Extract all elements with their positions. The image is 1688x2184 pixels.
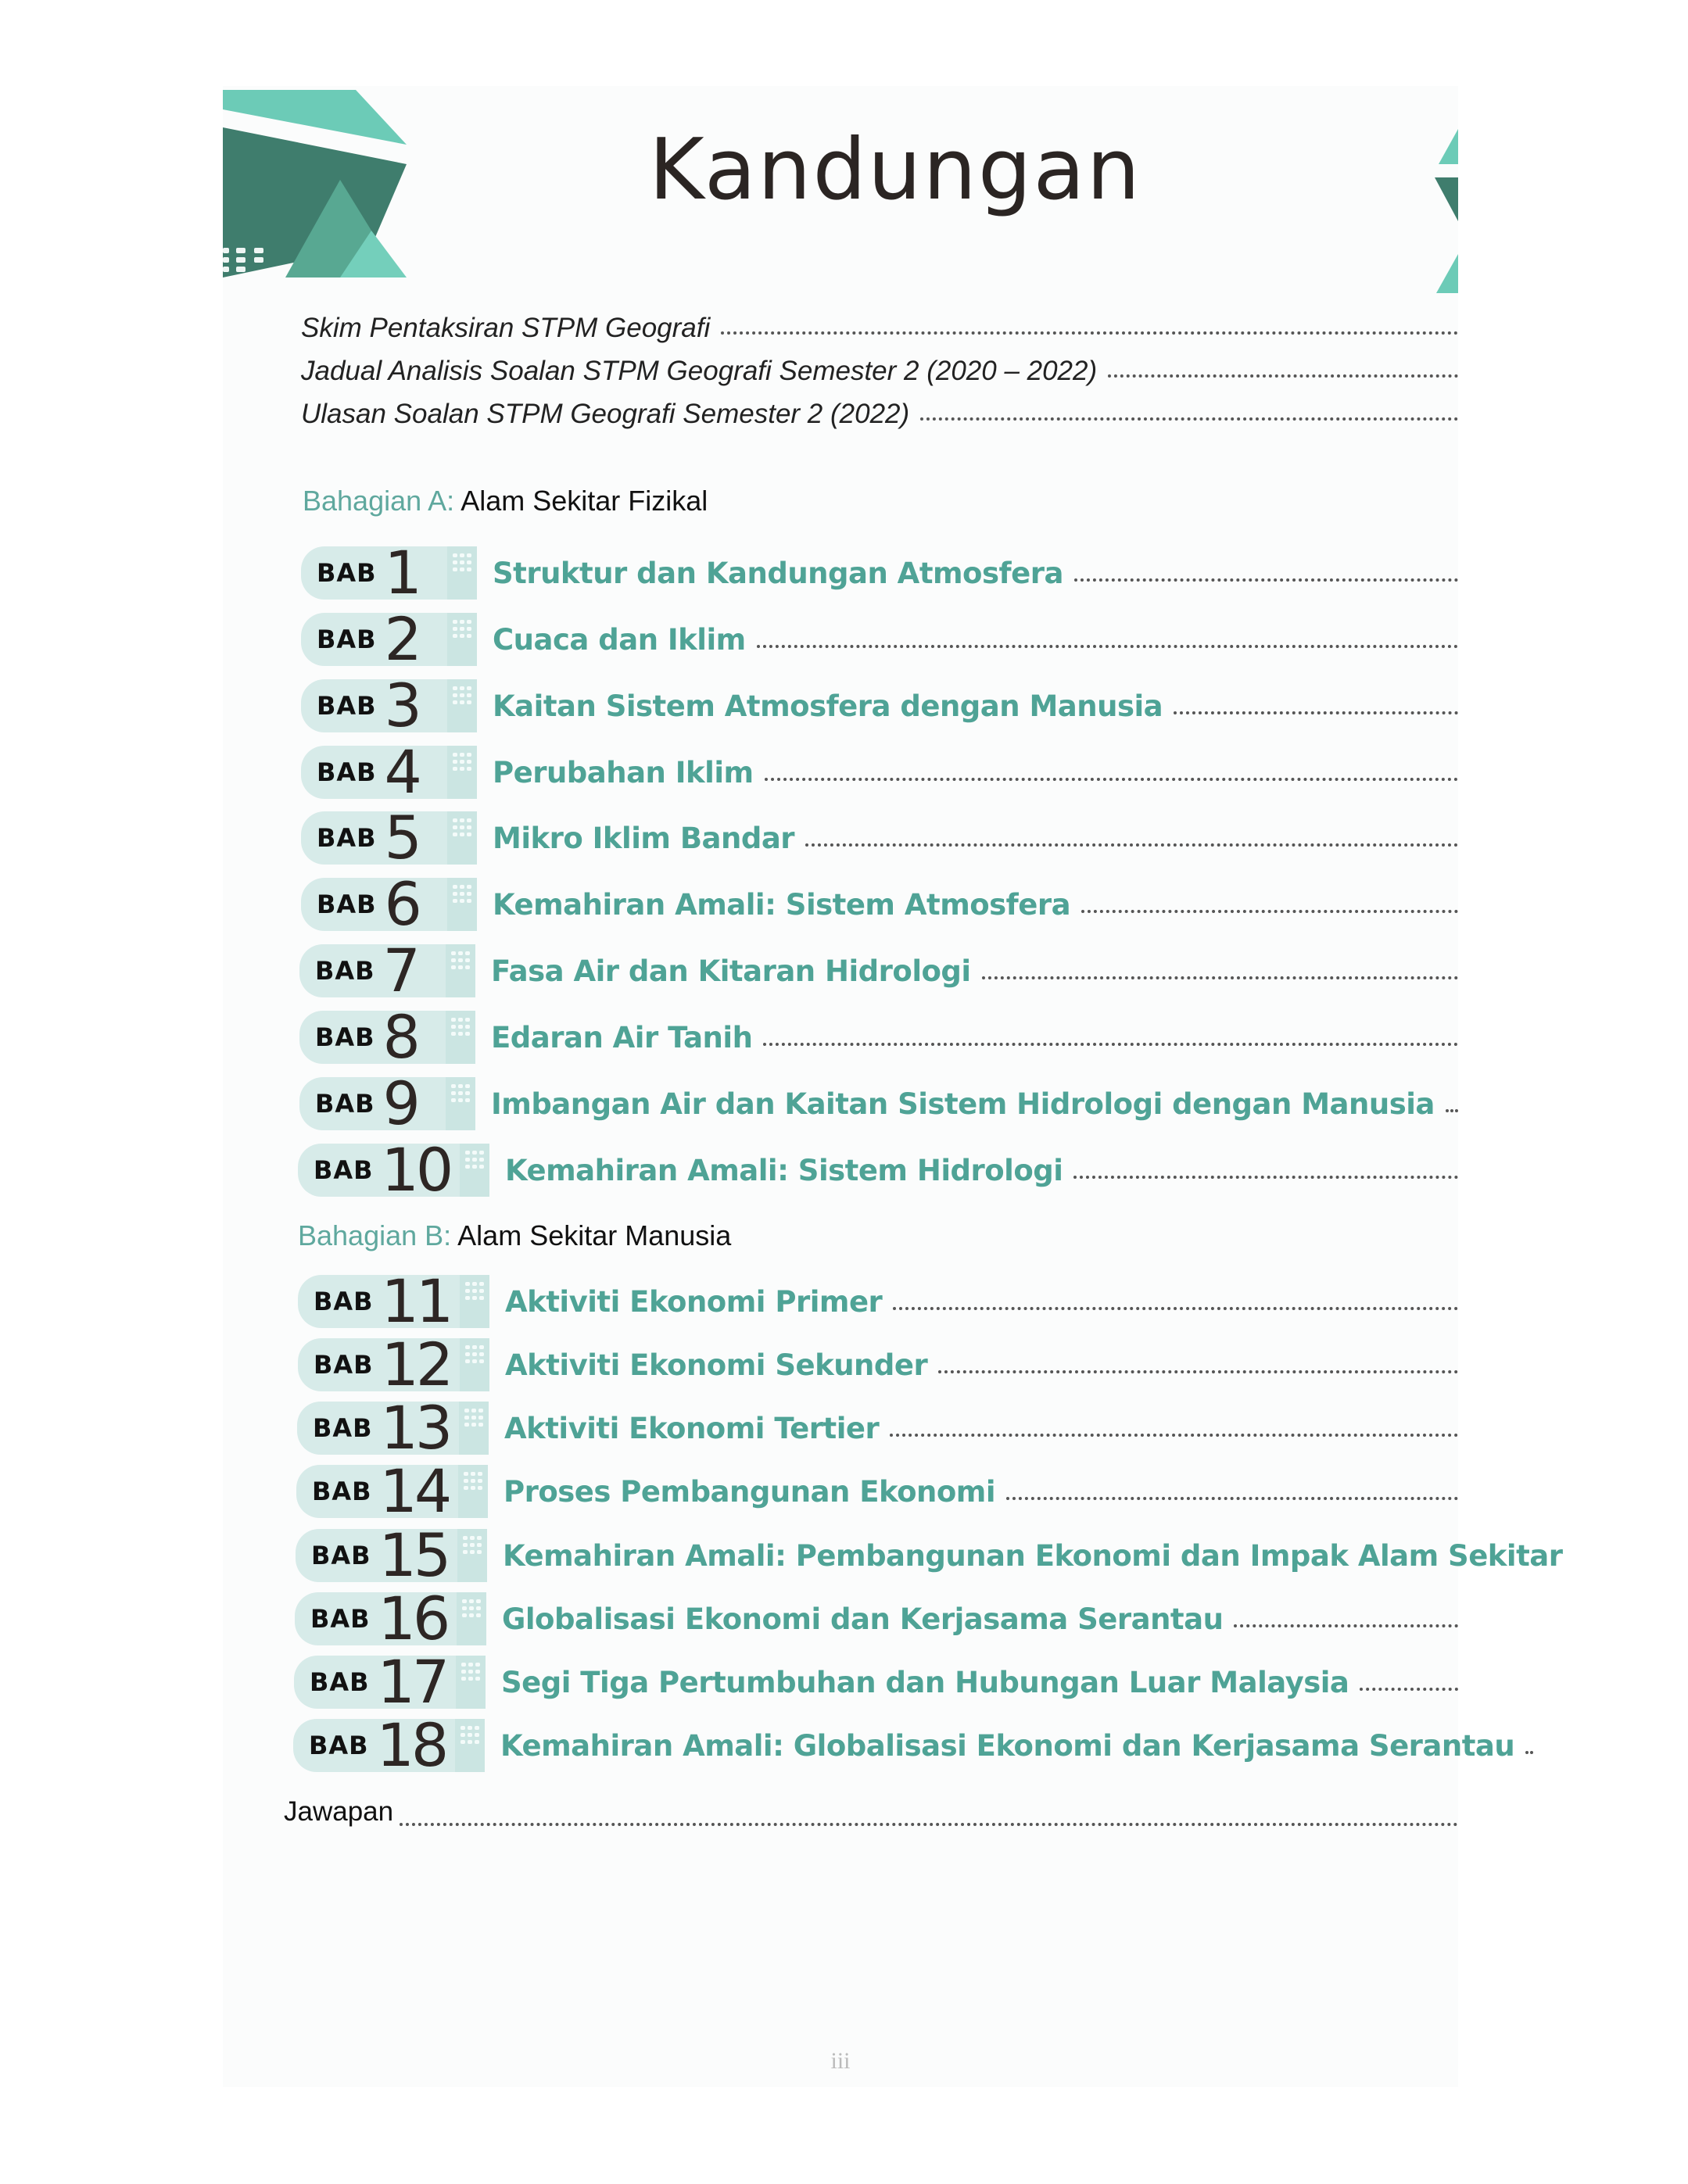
chapter-row[interactable]: [301, 737, 1458, 807]
chapter-title: Imbangan Air dan Kaitan Sistem Hidrologi dengan Manusia: [491, 1087, 1435, 1121]
badge-dot-zone: [446, 1077, 475, 1130]
dot-grid-icon: [453, 818, 471, 837]
badge-bab-label: BAB: [315, 1089, 375, 1119]
dot-grid-icon: [461, 1726, 479, 1745]
dot-grid-icon: [451, 1084, 470, 1103]
badge-dot-zone: [460, 1275, 489, 1328]
chapter-title: Fasa Air dan Kitaran Hidrologi: [491, 954, 971, 988]
dotted-leader: [938, 1370, 1458, 1373]
badge-dot-zone: [460, 1338, 489, 1391]
badge-bab-label: BAB: [311, 1541, 371, 1570]
chapter-row[interactable]: [299, 936, 1458, 1005]
chapter-number: 10: [381, 1135, 451, 1205]
badge-bab-label: BAB: [317, 890, 377, 919]
dotted-leader: [890, 1434, 1458, 1437]
chapter-badge: [296, 1456, 488, 1526]
badge-bab-label: BAB: [309, 1731, 369, 1760]
dotted-leader: [400, 1823, 1458, 1826]
badge-dot-zone: [457, 1592, 486, 1645]
dot-grid-icon: [465, 1345, 484, 1364]
section-label: Bahagian B:: [298, 1219, 452, 1251]
chapter-row[interactable]: [297, 1393, 1458, 1463]
chapter-number: 14: [379, 1456, 450, 1526]
dotted-leader: [757, 645, 1458, 648]
chapter-number: 2: [384, 604, 419, 674]
chapter-row[interactable]: [294, 1647, 1458, 1717]
badge-dot-zone: [456, 1656, 486, 1709]
chapter-row[interactable]: [301, 803, 1458, 872]
badge-bab-label: BAB: [317, 757, 377, 787]
dotted-leader: [1234, 1624, 1458, 1627]
dotted-leader: [1006, 1497, 1458, 1500]
dotted-leader: [1074, 578, 1458, 582]
toc-front-item-label: Skim Pentaksiran STPM Geografi: [301, 313, 711, 343]
chapter-number: 12: [381, 1330, 451, 1399]
chapter-title: Aktiviti Ekonomi Primer: [505, 1284, 883, 1319]
badge-dot-zone: [459, 1402, 489, 1455]
badge-dot-zone: [457, 1529, 487, 1582]
chapter-row[interactable]: [293, 1710, 1515, 1780]
badge-bab-label: BAB: [314, 1350, 374, 1380]
badge-bab-label: BAB: [317, 823, 377, 853]
dotted-leader: [1174, 711, 1458, 714]
badge-dot-zone: [460, 1144, 489, 1197]
chapter-badge: [294, 1647, 486, 1717]
chapter-row[interactable]: [299, 1002, 1458, 1072]
chapter-badge: [301, 737, 477, 807]
badge-dot-zone: [447, 878, 477, 931]
chapter-badge: [299, 936, 475, 1005]
dot-grid-icon: [453, 686, 471, 705]
chapter-title: Kemahiran Amali: Sistem Hidrologi: [505, 1153, 1063, 1187]
toc-front-item[interactable]: [301, 399, 1458, 430]
badge-dot-zone: [447, 679, 477, 732]
chapter-number: 16: [378, 1584, 448, 1653]
chapter-row[interactable]: [301, 671, 1458, 740]
dot-grid-icon: [461, 1663, 480, 1681]
chapter-title: Edaran Air Tanih: [491, 1020, 753, 1054]
badge-bab-label: BAB: [315, 1022, 375, 1052]
chapter-number: 11: [381, 1266, 451, 1336]
dotted-leader: [1081, 910, 1458, 913]
chapter-badge: [301, 538, 477, 607]
dot-grid-icon: [451, 951, 470, 970]
badge-dot-zone: [455, 1719, 485, 1772]
chapter-title: Segi Tiga Pertumbuhan dan Hubungan Luar Malaysia: [501, 1665, 1349, 1699]
badge-bab-label: BAB: [314, 1287, 374, 1316]
toc-front-item-label: Ulasan Soalan STPM Geografi Semester 2 (2022): [301, 399, 910, 429]
badge-bab-label: BAB: [315, 956, 375, 986]
chapter-row[interactable]: [301, 869, 1458, 939]
dot-grid-icon: [453, 885, 471, 904]
chapter-badge: [299, 1002, 475, 1072]
toc-front-item[interactable]: [301, 313, 1458, 344]
chapter-row[interactable]: [299, 1069, 1458, 1138]
chapter-title: Globalisasi Ekonomi dan Kerjasama Serantau: [502, 1602, 1224, 1636]
badge-dot-zone: [447, 811, 477, 865]
chapter-number: 6: [384, 869, 419, 939]
dot-grid-icon: [464, 1409, 483, 1427]
chapter-title: Kemahiran Amali: Pembangunan Ekonomi dan Impak Alam Sekitar: [503, 1538, 1563, 1573]
chapter-number: 13: [380, 1393, 450, 1463]
section-name: Alam Sekitar Manusia: [457, 1219, 732, 1251]
chapter-row[interactable]: [298, 1135, 1458, 1205]
badge-dot-zone: [446, 944, 475, 997]
chapter-row[interactable]: [298, 1330, 1458, 1399]
dot-grid-icon: [453, 553, 471, 572]
chapter-title: Aktiviti Ekonomi Tertier: [504, 1411, 880, 1445]
badge-bab-label: BAB: [314, 1155, 374, 1185]
chapter-badge: [293, 1710, 485, 1780]
section-heading-b: [298, 1219, 731, 1252]
dot-grid-icon: [453, 620, 471, 639]
dotted-leader: [721, 331, 1458, 335]
chapter-title: Proses Pembangunan Ekonomi: [504, 1474, 996, 1509]
chapter-title: Kaitan Sistem Atmosfera dengan Manusia: [493, 689, 1163, 723]
section-name: Alam Sekitar Fizikal: [461, 485, 708, 517]
toc-front-item-label: Jadual Analisis Soalan STPM Geografi Semester 2 (2020 – 2022): [301, 356, 1098, 386]
chapter-number: 5: [384, 803, 419, 872]
badge-dot-zone: [447, 546, 477, 600]
badge-bab-label: BAB: [317, 625, 377, 654]
toc-answers-item[interactable]: [284, 1796, 1458, 1828]
dotted-leader: [765, 778, 1458, 781]
section-heading-a: [303, 485, 708, 517]
chapter-number: 9: [382, 1069, 418, 1138]
dotted-leader: [1525, 1751, 1533, 1754]
badge-bab-label: BAB: [317, 558, 377, 588]
chapter-title: Kemahiran Amali: Globalisasi Ekonomi dan Kerjasama Serantau: [500, 1728, 1515, 1763]
chapter-badge: [296, 1520, 487, 1590]
chapter-row[interactable]: [298, 1266, 1458, 1336]
dot-grid-icon: [464, 1472, 482, 1491]
chapter-title: Aktiviti Ekonomi Sekunder: [505, 1348, 928, 1382]
chapter-badge: [299, 1069, 475, 1138]
chapter-badge: [301, 869, 477, 939]
page-number: iii: [830, 2048, 851, 2074]
chapter-title: Cuaca dan Iklim: [493, 622, 746, 657]
badge-bab-label: BAB: [310, 1667, 370, 1697]
chapter-badge: [297, 1393, 489, 1463]
chapter-row[interactable]: [296, 1520, 1563, 1590]
chapter-title: Kemahiran Amali: Sistem Atmosfera: [493, 887, 1071, 922]
dot-grid-icon: [465, 1282, 484, 1301]
dotted-leader: [763, 1043, 1458, 1046]
chapter-title: Struktur dan Kandungan Atmosfera: [493, 556, 1063, 590]
chapter-row[interactable]: [295, 1584, 1458, 1653]
badge-bab-label: BAB: [313, 1413, 373, 1443]
chapter-number: 8: [382, 1002, 418, 1072]
chapter-badge: [295, 1584, 486, 1653]
dot-grid-icon: [465, 1151, 484, 1169]
section-label: Bahagian A:: [303, 485, 455, 517]
badge-bab-label: BAB: [317, 691, 377, 721]
badge-dot-zone: [447, 746, 477, 799]
chapter-badge: [301, 803, 477, 872]
badge-dot-zone: [458, 1465, 488, 1518]
chapter-row[interactable]: [301, 538, 1458, 607]
dotted-leader: [1073, 1176, 1458, 1179]
chapter-number: 3: [384, 671, 419, 740]
chapter-number: 17: [377, 1647, 447, 1717]
dotted-leader: [893, 1307, 1458, 1310]
chapter-number: 18: [376, 1710, 446, 1780]
dotted-leader: [1108, 374, 1458, 378]
dotted-leader: [982, 976, 1458, 979]
chapter-badge: [298, 1266, 489, 1336]
answers-label: Jawapan: [284, 1796, 394, 1827]
dotted-leader: [1446, 1109, 1458, 1112]
badge-dot-zone: [446, 1011, 475, 1064]
badge-dot-zone: [447, 613, 477, 666]
dot-grid-icon: [462, 1599, 481, 1618]
dotted-leader: [805, 843, 1458, 847]
dotted-leader: [920, 417, 1458, 421]
badge-bab-label: BAB: [310, 1604, 371, 1634]
chapter-number: 1: [384, 538, 419, 607]
toc-front-item[interactable]: [301, 356, 1458, 387]
badge-bab-label: BAB: [312, 1477, 372, 1506]
chapter-number: 7: [382, 936, 418, 1005]
page-title: Kandungan: [648, 121, 1142, 219]
chapter-number: 4: [384, 737, 419, 807]
dotted-leader: [1360, 1688, 1458, 1691]
chapter-title: Perubahan Iklim: [493, 755, 754, 789]
chapter-row[interactable]: [301, 604, 1458, 674]
document-page: [223, 86, 1563, 2087]
chapter-row[interactable]: [296, 1456, 1458, 1526]
dot-grid-icon: [453, 753, 471, 772]
chapter-badge: [298, 1135, 489, 1205]
chapter-badge: [301, 604, 477, 674]
chapter-title: Mikro Iklim Bandar: [493, 821, 795, 855]
dot-grid-icon: [451, 1018, 470, 1037]
chapter-badge: [301, 671, 477, 740]
chapter-number: 15: [378, 1520, 449, 1590]
chapter-badge: [298, 1330, 489, 1399]
dot-grid-icon: [463, 1536, 482, 1555]
